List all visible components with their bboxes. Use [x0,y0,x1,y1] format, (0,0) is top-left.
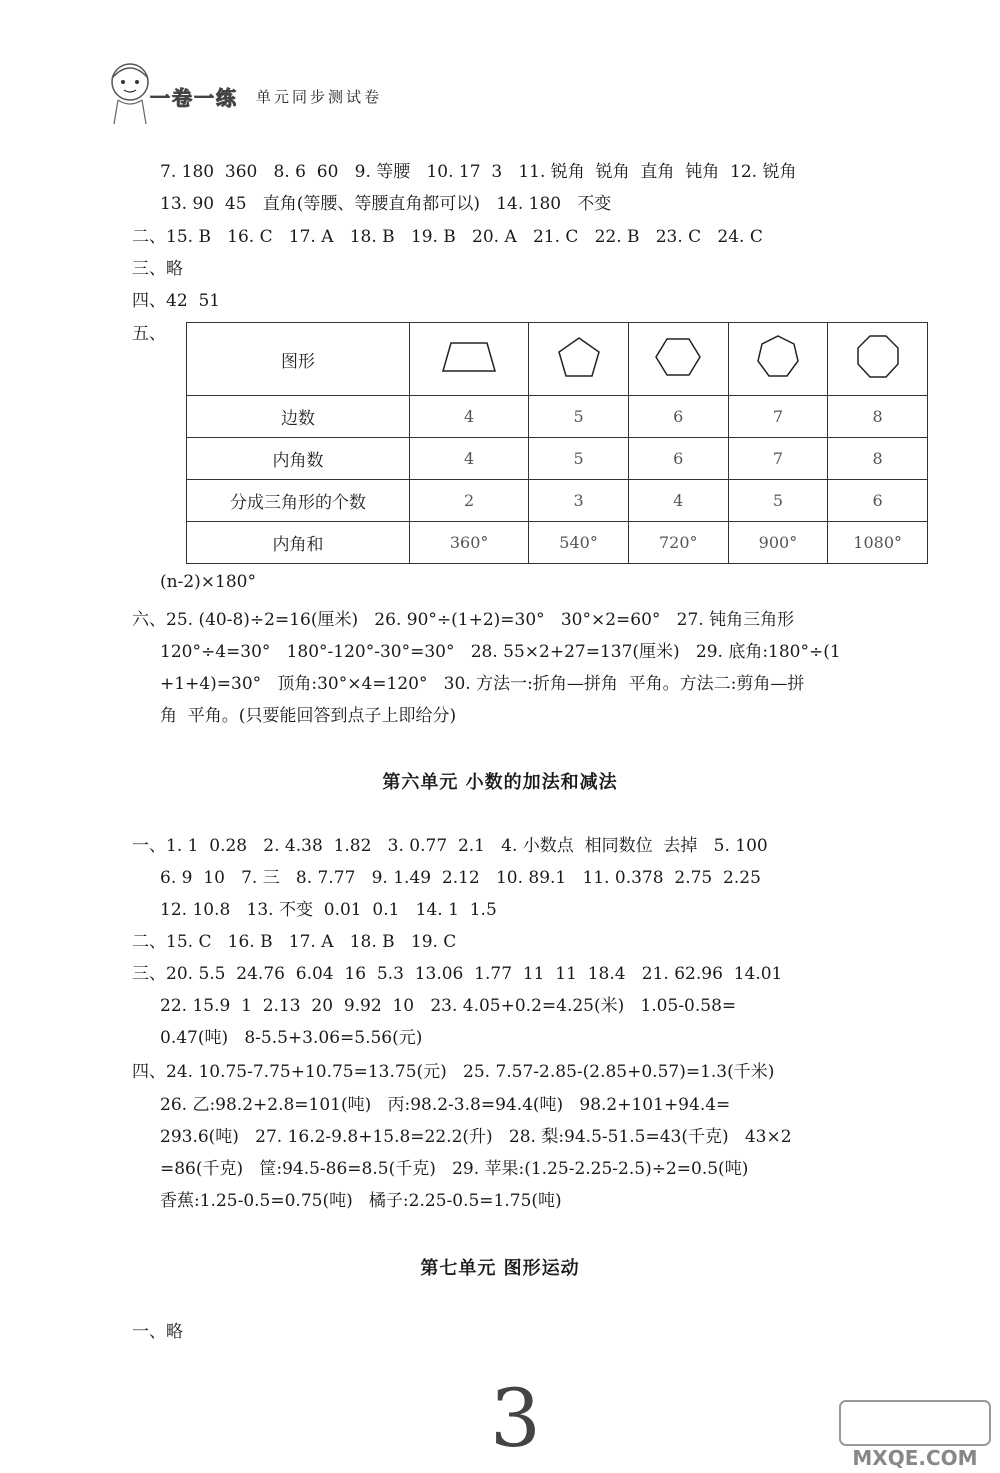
table-cell: 4 [628,480,728,522]
row-label: 内角和 [187,522,410,564]
octagon-icon [853,333,903,381]
watermark-logo [820,1395,1000,1473]
table-cell: 8 [828,396,928,438]
page-number: 3 [490,1372,541,1465]
table-row [187,396,928,438]
table-cell: 3 [529,480,629,522]
answer-line: 三、略 [132,259,183,279]
hexagon-cell [628,323,728,396]
table-cell: 1080° [828,522,928,564]
table-cell: 8 [828,438,928,480]
brand-title: 一卷一练 [150,86,238,110]
answer-line: 一、略 [132,1322,183,1342]
answer-line: 二、15. B 16. C 17. A 18. B 19. B 20. A 21. C 22. B 23. C 24. C [132,227,763,247]
answer-line: 26. 乙:98.2+2.8=101(吨) 丙:98.2-3.8=94.4(吨) 98.2+101+94.4= [160,1095,731,1115]
answer-line: 13. 90 45 直角(等腰、等腰直角都可以) 14. 180 不变 [160,194,612,214]
row-label: 图形 [187,323,410,396]
heptagon-icon [753,333,803,381]
table-cell: 360° [410,522,529,564]
table-cell: 540° [529,522,629,564]
unit-heading: 第七单元 图形运动 [420,1258,580,1279]
page-header [100,58,460,138]
table-cell: 5 [529,438,629,480]
answer-line: 293.6(吨) 27. 16.2-9.8+15.8=22.2(升) 28. 梨:94.5-51.5=43(千克) 43×2 [160,1127,792,1147]
table-row [187,438,928,480]
trapezoid-cell [410,323,529,396]
table-cell: 7 [728,396,828,438]
answer-line: 四、24. 10.75-7.75+10.75=13.75(元) 25. 7.57-2.85-(2.85+0.57)=1.3(千米) [132,1062,775,1082]
table-cell: 6 [828,480,928,522]
answer-line: 6. 9 10 7. 三 8. 7.77 9. 1.49 2.12 10. 89.1 11. 0.378 2.75 2.25 [160,868,761,888]
row-label: 分成三角形的个数 [187,480,410,522]
table-cell: 4 [410,438,529,480]
table-row [187,480,928,522]
answer-line: 12. 10.8 13. 不变 0.01 0.1 14. 1 1.5 [160,900,497,920]
answer-line: 四、42 51 [132,291,221,311]
answer-line: 香蕉:1.25-0.5=0.75(吨) 橘子:2.25-0.5=1.75(吨) [160,1191,562,1211]
answer-line: 角 平角。(只要能回答到点子上即给分) [160,706,457,726]
answer-line: =86(千克) 筐:94.5-86=8.5(千克) 29. 苹果:(1.25-2.25-2.5)÷2=0.5(吨) [160,1159,749,1179]
row-label: 内角数 [187,438,410,480]
octagon-cell [828,323,928,396]
answer-line: 7. 180 360 8. 6 60 9. 等腰 10. 17 3 11. 锐角 锐角 直角 钝角 12. 锐角 [160,162,797,182]
answer-line: 一、1. 1 0.28 2. 4.38 1.82 3. 0.77 2.1 4. 小数点 相同数位 去掉 5. 100 [132,836,768,856]
hexagon-icon [653,334,703,380]
answer-line: 22. 15.9 1 2.13 20 9.92 10 23. 4.05+0.2=4.25(米) 1.05-0.58= [160,996,737,1016]
answer-line: 六、25. (40-8)÷2=16(厘米) 26. 90°÷(1+2)=30° 30°×2=60° 27. 钝角三角形 [132,610,795,630]
table-cell: 6 [628,396,728,438]
answer-line: +1+4)=30° 顶角:30°×4=120° 30. 方法一:折角—拼角 平角。方法二:剪角—拼 [160,674,805,694]
answer-line: 0.47(吨) 8-5.5+3.06=5.56(元) [160,1028,423,1048]
trapezoid-icon [439,337,499,377]
table-cell: 4 [410,396,529,438]
table-cell: 5 [529,396,629,438]
table-cell: 720° [628,522,728,564]
answer-line: (n-2)×180° [160,572,256,592]
table-row [187,522,928,564]
row-label: 边数 [187,396,410,438]
answer-line: 五、 [132,324,166,344]
brand-subtitle: 单元同步测试卷 [256,88,383,106]
unit-heading: 第六单元 小数的加法和减法 [382,772,618,793]
heptagon-cell [728,323,828,396]
answer-line: 120°÷4=30° 180°-120°-30°=30° 28. 55×2+27=137(厘米) 29. 底角:180°÷(1 [160,642,841,662]
answer-line: 二、15. C 16. B 17. A 18. B 19. C [132,932,457,952]
table-cell: 6 [628,438,728,480]
table-cell: 7 [728,438,828,480]
table-cell: 2 [410,480,529,522]
table-cell: 5 [728,480,828,522]
watermark-text: MXQE.COM [852,1446,978,1470]
answer-line: 三、20. 5.5 24.76 6.04 16 5.3 13.06 1.77 11 11 18.4 21. 62.96 14.01 [132,964,783,984]
table-row [187,323,928,396]
pentagon-icon [554,334,604,380]
polygon-table [186,322,928,564]
table-cell: 900° [728,522,828,564]
pentagon-cell [529,323,629,396]
